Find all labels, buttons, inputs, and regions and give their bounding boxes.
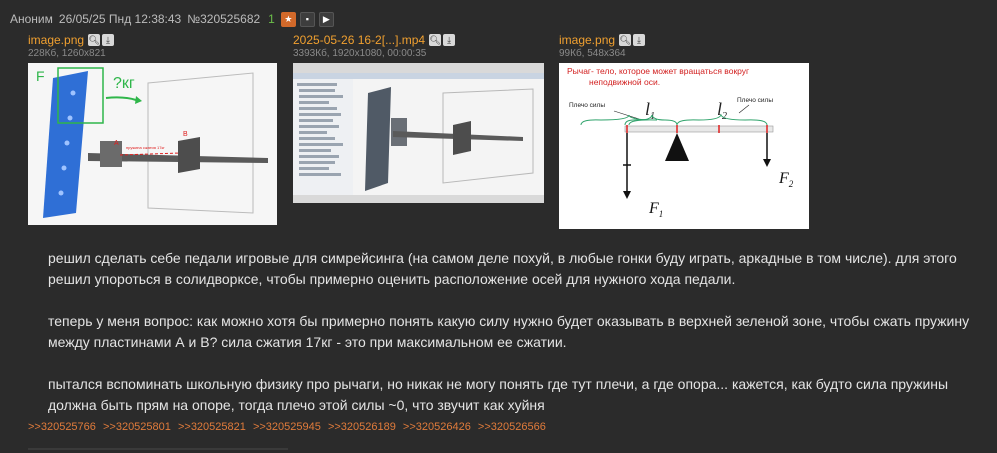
search-icon[interactable]: 🔍︎: [619, 34, 631, 45]
reply-link[interactable]: >>320525766: [28, 421, 96, 433]
search-icon[interactable]: 🔍︎: [88, 34, 100, 45]
file-2: [293, 33, 544, 203]
search-icon[interactable]: 🔍︎: [429, 34, 441, 45]
video-thumbnail[interactable]: [293, 63, 544, 203]
post-header: [10, 10, 338, 28]
replies-count[interactable]: 1: [268, 12, 275, 26]
file-meta: 3393Кб, 1920x1080, 00:00:35: [293, 48, 427, 59]
reply-link[interactable]: >>320526189: [327, 421, 396, 433]
reply-link[interactable]: >>320525801: [102, 421, 171, 433]
l2-label: $l_2$: [717, 99, 728, 122]
file-3: [559, 33, 809, 229]
arm-left-label: Плечо силы: [569, 102, 606, 109]
arm-right-label: Плечо силы: [737, 97, 774, 104]
reply-link[interactable]: >>320526566: [477, 421, 546, 433]
thumbnail-image[interactable]: [28, 63, 277, 225]
file-name[interactable]: image.png: [28, 33, 85, 47]
label-kg: ?кг: [113, 75, 135, 92]
l1-label: $l_1$: [645, 99, 656, 122]
play-menu-icon[interactable]: ▶: [319, 12, 334, 27]
post-number[interactable]: №320525682: [187, 12, 261, 26]
paragraph: теперь у меня вопрос: как можно хотя бы примерно понять какую силу нужно будет оказывать в верхней зеленой зоне, чтобы сжать пружину между пластинами А и В? сила сжатия 17кг - это при максимальном ее сжатии.: [48, 313, 970, 350]
label-spring: пружина сжатия 17кг: [126, 145, 165, 150]
poster-name: Аноним: [10, 12, 53, 26]
f1-label: $F_1$: [649, 200, 664, 219]
replies-list: [28, 421, 550, 433]
expand-icon[interactable]: ▪: [300, 12, 315, 27]
file-name[interactable]: image.png: [559, 33, 616, 47]
post-datetime: 26/05/25 Пнд 12:38:43: [58, 12, 182, 26]
download-icon[interactable]: ⤓: [102, 34, 114, 46]
label-a: A: [114, 140, 119, 147]
label-f: F: [36, 68, 45, 84]
label-b: B: [183, 131, 188, 138]
reply-link[interactable]: >>320525945: [252, 421, 321, 433]
f2-label: $F_2$: [779, 170, 794, 189]
file-1: [28, 33, 277, 225]
thumbnail-image[interactable]: [559, 63, 809, 229]
paragraph: пытался вспоминать школьную физику про рычаги, но никак не могу понять где тут плечи, а где опора... кажется, как будто сила пружины должна быть прям на опоре, тогда плечо этой силы ~0, что звучит как хуйня: [48, 376, 949, 413]
favorite-star-icon[interactable]: ★: [281, 12, 296, 27]
file-name[interactable]: 2025-05-26 16-2[...].mp4: [293, 33, 426, 47]
paragraph: решил сделать себе педали игровые для симрейсинга (на самом деле похуй, в любые гонки буду играть, аркадные в том числе). для этого решил упороться в солидворксе, чтобы примерно оценить расположение осей для нужного хода педали.: [48, 250, 957, 287]
file-meta: 228Кб, 1260x821: [28, 48, 106, 59]
lever-title-line: Рычаг- тело, которое может вращаться вокруг неподвижной оси.: [567, 66, 750, 87]
file-meta: 99Кб, 548x364: [559, 48, 626, 59]
post-body: [48, 248, 978, 437]
reply-link[interactable]: >>320525821: [177, 421, 246, 433]
download-icon[interactable]: ⤓: [443, 34, 455, 46]
reply-link[interactable]: >>320526426: [402, 421, 471, 433]
download-icon[interactable]: ⤓: [633, 34, 645, 46]
divider: [28, 448, 288, 450]
